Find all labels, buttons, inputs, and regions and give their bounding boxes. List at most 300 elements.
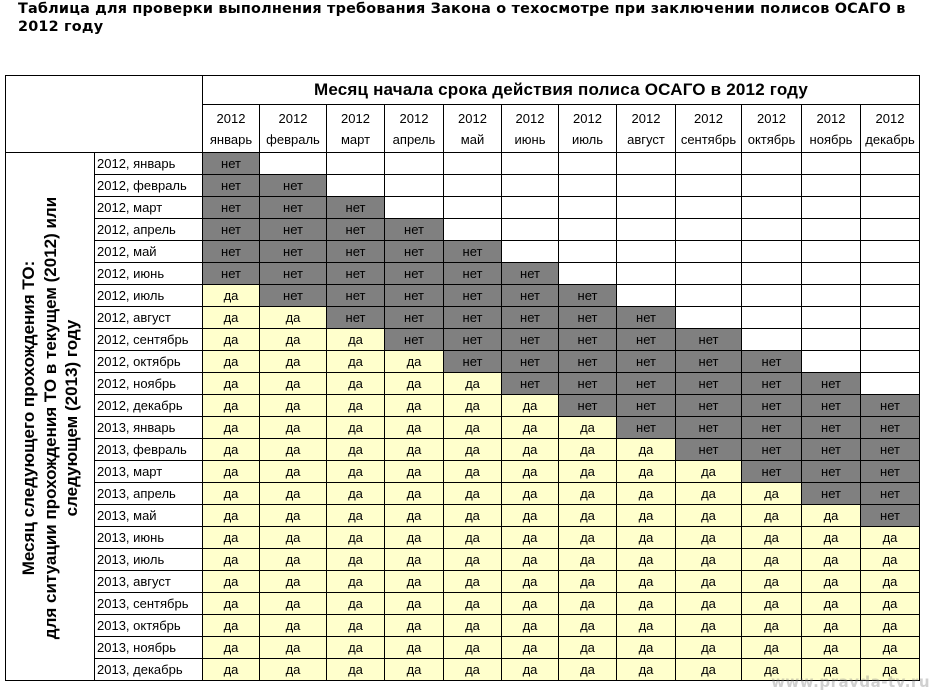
column-header-month: май xyxy=(460,131,485,147)
table-cell: да xyxy=(559,505,617,527)
table-cell: нет xyxy=(203,263,260,285)
table-cell xyxy=(802,175,861,197)
table-cell: нет xyxy=(742,439,802,461)
table-cell: да xyxy=(444,527,502,549)
row-label: 2012, ноябрь xyxy=(95,373,203,395)
table-cell: нет xyxy=(327,197,385,219)
table-cell: да xyxy=(676,527,742,549)
table-cell: нет xyxy=(559,373,617,395)
table-row xyxy=(6,373,920,395)
table-cell: да xyxy=(617,593,676,615)
table-row xyxy=(6,461,920,483)
table-cell: да xyxy=(742,615,802,637)
table-cell xyxy=(617,175,676,197)
table-cell: да xyxy=(802,549,861,571)
table-cell: да xyxy=(385,637,444,659)
table-cell: да xyxy=(802,593,861,615)
row-label: 2012, апрель xyxy=(95,219,203,241)
table-cell: да xyxy=(742,571,802,593)
table-cell xyxy=(861,241,920,263)
table-cell: да xyxy=(327,461,385,483)
table-cell: нет xyxy=(327,241,385,263)
row-label: 2013, май xyxy=(95,505,203,527)
table-row xyxy=(6,505,920,527)
table-cell: да xyxy=(260,505,327,527)
table-cell xyxy=(617,219,676,241)
table-cell: нет xyxy=(385,329,444,351)
row-axis-line: следующем (2013) году xyxy=(61,319,81,517)
table-cell: да xyxy=(385,461,444,483)
table-cell: нет xyxy=(502,329,559,351)
table-cell xyxy=(802,219,861,241)
column-header-month: март xyxy=(340,131,371,147)
table-cell: да xyxy=(385,505,444,527)
table-cell: да xyxy=(385,351,444,373)
table-row xyxy=(6,351,920,373)
table-cell xyxy=(742,263,802,285)
table-cell: да xyxy=(203,373,260,395)
table-cell: да xyxy=(559,549,617,571)
table-cell: да xyxy=(559,615,617,637)
table-cell: нет xyxy=(617,373,676,395)
table-cell: да xyxy=(676,659,742,681)
table-cell xyxy=(385,153,444,175)
table-cell: нет xyxy=(203,219,260,241)
table-cell: да xyxy=(742,593,802,615)
table-cell: да xyxy=(502,527,559,549)
table-cell: да xyxy=(260,417,327,439)
table-cell xyxy=(327,153,385,175)
table-cell: да xyxy=(742,637,802,659)
row-label: 2013, март xyxy=(95,461,203,483)
table-cell: да xyxy=(559,461,617,483)
table-cell: да xyxy=(203,329,260,351)
table-cell: да xyxy=(327,483,385,505)
column-header-year: 2012 xyxy=(216,110,246,126)
table-cell: да xyxy=(260,659,327,681)
row-label: 2013, апрель xyxy=(95,483,203,505)
table-cell xyxy=(742,175,802,197)
column-header xyxy=(861,105,920,153)
table-cell: да xyxy=(203,659,260,681)
table-cell: да xyxy=(861,527,920,549)
row-label: 2012, май xyxy=(95,241,203,263)
table-cell: да xyxy=(203,483,260,505)
table-cell: да xyxy=(203,395,260,417)
table-cell xyxy=(861,373,920,395)
table-cell: да xyxy=(203,505,260,527)
row-axis-label xyxy=(6,153,95,681)
row-label: 2012, март xyxy=(95,197,203,219)
table-cell xyxy=(559,197,617,219)
table-cell xyxy=(559,219,617,241)
table-cell: да xyxy=(559,593,617,615)
table-row xyxy=(6,615,920,637)
row-label: 2013, декабрь xyxy=(95,659,203,681)
table-row xyxy=(6,263,920,285)
table-cell: да xyxy=(617,483,676,505)
row-label: 2012, август xyxy=(95,307,203,329)
watermark: www.pravda-tv.ru xyxy=(771,673,930,691)
table-cell: да xyxy=(385,373,444,395)
row-label: 2012, июнь xyxy=(95,263,203,285)
table-row xyxy=(6,483,920,505)
table-cell: нет xyxy=(444,263,502,285)
table-cell xyxy=(617,241,676,263)
table-cell xyxy=(861,175,920,197)
table-cell xyxy=(742,285,802,307)
table-cell: да xyxy=(742,483,802,505)
table-cell: да xyxy=(502,659,559,681)
table-cell: да xyxy=(502,439,559,461)
table-cell: да xyxy=(676,549,742,571)
table-cell: да xyxy=(617,527,676,549)
table-cell: нет xyxy=(742,373,802,395)
column-header-month: август xyxy=(627,131,665,147)
table-cell: да xyxy=(861,637,920,659)
table-cell: нет xyxy=(559,285,617,307)
table-cell xyxy=(676,263,742,285)
table-cell: да xyxy=(617,505,676,527)
table-cell: да xyxy=(385,395,444,417)
table-cell: да xyxy=(327,637,385,659)
table-cell: да xyxy=(444,615,502,637)
table-cell: нет xyxy=(260,175,327,197)
table-corner xyxy=(6,76,203,153)
column-header-year: 2012 xyxy=(515,110,545,126)
column-header xyxy=(385,105,444,153)
table-cell: да xyxy=(676,483,742,505)
table-cell: да xyxy=(444,395,502,417)
table-cell: нет xyxy=(617,329,676,351)
table-row xyxy=(6,395,920,417)
column-header xyxy=(203,105,260,153)
table-cell: да xyxy=(802,505,861,527)
table-row xyxy=(6,527,920,549)
column-header xyxy=(444,105,502,153)
table-cell: да xyxy=(676,461,742,483)
table-cell: да xyxy=(327,417,385,439)
table-cell: да xyxy=(444,417,502,439)
table-cell: нет xyxy=(444,241,502,263)
table-cell: да xyxy=(502,637,559,659)
column-header-year: 2012 xyxy=(694,110,723,126)
table-cell: нет xyxy=(327,307,385,329)
column-header-month: июнь xyxy=(514,131,546,147)
table-cell: нет xyxy=(559,329,617,351)
table-cell xyxy=(742,329,802,351)
table-cell: нет xyxy=(327,263,385,285)
table-cell: да xyxy=(327,351,385,373)
table-cell: да xyxy=(617,461,676,483)
table-cell: да xyxy=(203,571,260,593)
table-cell xyxy=(502,219,559,241)
table-cell: да xyxy=(559,571,617,593)
table-cell: нет xyxy=(203,153,260,175)
table-cell xyxy=(861,219,920,241)
column-header xyxy=(502,105,559,153)
table-cell xyxy=(676,175,742,197)
table-cell: да xyxy=(861,659,920,681)
column-header-month: январь xyxy=(209,131,253,147)
column-header-month: июль xyxy=(571,131,604,147)
table-cell: нет xyxy=(742,417,802,439)
table-cell: да xyxy=(327,329,385,351)
table-cell: да xyxy=(203,615,260,637)
table-cell xyxy=(802,351,861,373)
table-cell: да xyxy=(203,351,260,373)
table-cell: да xyxy=(502,483,559,505)
table-cell: нет xyxy=(742,395,802,417)
table-cell: нет xyxy=(802,417,861,439)
row-axis-line: для ситуации прохождения ТО в текущем (2012) или xyxy=(40,196,60,640)
table-cell xyxy=(742,307,802,329)
table-cell xyxy=(559,263,617,285)
table-cell: да xyxy=(203,593,260,615)
row-label: 2013, ноябрь xyxy=(95,637,203,659)
table-cell: да xyxy=(444,439,502,461)
table-row xyxy=(6,439,920,461)
table-cell: да xyxy=(444,483,502,505)
table-cell: нет xyxy=(260,241,327,263)
table-cell: нет xyxy=(742,461,802,483)
table-cell: да xyxy=(327,505,385,527)
table-cell: да xyxy=(802,527,861,549)
table-cell: да xyxy=(260,351,327,373)
table-cell xyxy=(676,219,742,241)
table-cell: да xyxy=(861,571,920,593)
table-cell: да xyxy=(559,483,617,505)
row-label: 2013, июнь xyxy=(95,527,203,549)
table-cell xyxy=(742,241,802,263)
table-cell xyxy=(444,175,502,197)
table-cell xyxy=(327,175,385,197)
table-row xyxy=(6,549,920,571)
table-cell: нет xyxy=(260,197,327,219)
table-cell: да xyxy=(802,637,861,659)
column-header-year: 2012 xyxy=(757,110,786,126)
table-cell: да xyxy=(203,307,260,329)
column-header-year: 2012 xyxy=(458,110,487,126)
row-axis-text xyxy=(18,197,83,639)
table-cell xyxy=(617,153,676,175)
table-cell: да xyxy=(502,593,559,615)
table-cell: да xyxy=(502,615,559,637)
table-cell: да xyxy=(676,637,742,659)
table-cell: нет xyxy=(444,351,502,373)
table-cell: да xyxy=(327,395,385,417)
table-cell: да xyxy=(676,615,742,637)
table-cell: нет xyxy=(385,307,444,329)
table-cell xyxy=(861,197,920,219)
table-cell: нет xyxy=(802,483,861,505)
row-label: 2013, июль xyxy=(95,549,203,571)
table-row xyxy=(6,197,920,219)
table-cell: нет xyxy=(676,329,742,351)
table-cell: нет xyxy=(203,241,260,263)
table-cell: нет xyxy=(444,285,502,307)
table-cell: да xyxy=(502,417,559,439)
table-cell xyxy=(802,285,861,307)
table-cell xyxy=(802,307,861,329)
column-header-month: октябрь xyxy=(747,131,796,147)
table-cell: да xyxy=(502,571,559,593)
table-cell xyxy=(502,197,559,219)
column-header-year: 2012 xyxy=(573,110,602,126)
table-cell: да xyxy=(676,593,742,615)
column-header-year: 2012 xyxy=(341,110,370,126)
table-cell xyxy=(861,153,920,175)
column-header xyxy=(802,105,861,153)
table-cell: да xyxy=(385,571,444,593)
table-cell: нет xyxy=(559,395,617,417)
row-label: 2013, октябрь xyxy=(95,615,203,637)
table-cell: нет xyxy=(802,395,861,417)
table-cell xyxy=(861,307,920,329)
table-cell: да xyxy=(203,285,260,307)
row-axis-line: Месяц следующего прохождения ТО: xyxy=(18,260,38,576)
table-cell: да xyxy=(617,549,676,571)
table-cell: нет xyxy=(676,417,742,439)
table-cell: нет xyxy=(385,263,444,285)
table-cell: да xyxy=(385,483,444,505)
table-cell: да xyxy=(203,439,260,461)
table-cell: нет xyxy=(861,461,920,483)
table-row xyxy=(6,417,920,439)
table-cell: да xyxy=(260,373,327,395)
row-label: 2012, январь xyxy=(95,153,203,175)
table-cell: нет xyxy=(203,197,260,219)
table-cell: да xyxy=(559,637,617,659)
table-cell: нет xyxy=(676,439,742,461)
table-cell: да xyxy=(676,571,742,593)
table-cell: да xyxy=(385,659,444,681)
column-header-year: 2012 xyxy=(875,110,905,126)
table-row xyxy=(6,593,920,615)
table-cell: да xyxy=(203,637,260,659)
table-cell xyxy=(502,153,559,175)
table-cell: да xyxy=(617,615,676,637)
table-cell xyxy=(802,197,861,219)
table-cell xyxy=(676,153,742,175)
table-cell: да xyxy=(742,527,802,549)
table-cell: нет xyxy=(502,263,559,285)
table-cell xyxy=(444,153,502,175)
table-cell: нет xyxy=(327,219,385,241)
table-cell: да xyxy=(502,395,559,417)
table-cell: да xyxy=(327,615,385,637)
table-cell: нет xyxy=(260,263,327,285)
table-cell: нет xyxy=(861,395,920,417)
table-cell: нет xyxy=(617,307,676,329)
table-cell: нет xyxy=(742,351,802,373)
table-cell: да xyxy=(559,527,617,549)
table-cell: да xyxy=(802,571,861,593)
table-cell: да xyxy=(260,615,327,637)
table-cell: нет xyxy=(861,417,920,439)
row-label: 2012, октябрь xyxy=(95,351,203,373)
table-cell: да xyxy=(676,505,742,527)
row-label: 2012, декабрь xyxy=(95,395,203,417)
table-cell: да xyxy=(260,549,327,571)
column-header xyxy=(559,105,617,153)
table-cell: да xyxy=(260,307,327,329)
table-cell: да xyxy=(444,593,502,615)
table-cell xyxy=(742,153,802,175)
column-axis-label: Месяц начала срока действия полиса ОСАГО в 2012 году xyxy=(203,76,920,105)
row-label: 2013, февраль xyxy=(95,439,203,461)
table-cell xyxy=(444,197,502,219)
table-cell: нет xyxy=(861,439,920,461)
table-cell: нет xyxy=(327,285,385,307)
table-cell: да xyxy=(203,549,260,571)
table-cell: да xyxy=(742,659,802,681)
table-cell: да xyxy=(327,593,385,615)
table-row xyxy=(6,571,920,593)
table-cell xyxy=(444,219,502,241)
table-cell xyxy=(559,241,617,263)
table-cell: да xyxy=(444,461,502,483)
table-cell xyxy=(861,351,920,373)
table-cell: нет xyxy=(802,461,861,483)
table-cell: нет xyxy=(444,307,502,329)
table-cell: да xyxy=(385,417,444,439)
row-label: 2013, сентябрь xyxy=(95,593,203,615)
table-row xyxy=(6,329,920,351)
table-cell: да xyxy=(742,549,802,571)
table-cell: нет xyxy=(676,373,742,395)
table-cell: нет xyxy=(502,351,559,373)
column-header xyxy=(617,105,676,153)
table-cell: нет xyxy=(617,395,676,417)
table-cell: да xyxy=(203,461,260,483)
table-row xyxy=(6,307,920,329)
table-cell: да xyxy=(502,505,559,527)
table-cell: да xyxy=(327,549,385,571)
table-cell: да xyxy=(327,659,385,681)
table-cell xyxy=(385,175,444,197)
table-cell: нет xyxy=(861,483,920,505)
column-header-year: 2012 xyxy=(816,110,846,126)
table-cell: да xyxy=(444,505,502,527)
table-cell: нет xyxy=(676,351,742,373)
table-cell: да xyxy=(260,527,327,549)
table-row xyxy=(6,285,920,307)
column-header-year: 2012 xyxy=(278,110,308,126)
column-header-year: 2012 xyxy=(399,110,429,126)
table-cell: нет xyxy=(203,175,260,197)
table-cell: да xyxy=(617,659,676,681)
table-row xyxy=(6,153,920,175)
column-header xyxy=(327,105,385,153)
table-cell xyxy=(742,219,802,241)
table-cell xyxy=(676,285,742,307)
table-cell: нет xyxy=(260,285,327,307)
table-cell: нет xyxy=(802,439,861,461)
table-cell xyxy=(861,285,920,307)
table-cell xyxy=(502,241,559,263)
table-cell xyxy=(861,263,920,285)
table-row xyxy=(6,219,920,241)
table-cell xyxy=(385,197,444,219)
row-label: 2013, август xyxy=(95,571,203,593)
table-cell: да xyxy=(502,549,559,571)
table-cell: да xyxy=(260,439,327,461)
table-cell: да xyxy=(742,505,802,527)
table-cell: да xyxy=(559,417,617,439)
table-cell xyxy=(617,197,676,219)
table-cell xyxy=(559,175,617,197)
